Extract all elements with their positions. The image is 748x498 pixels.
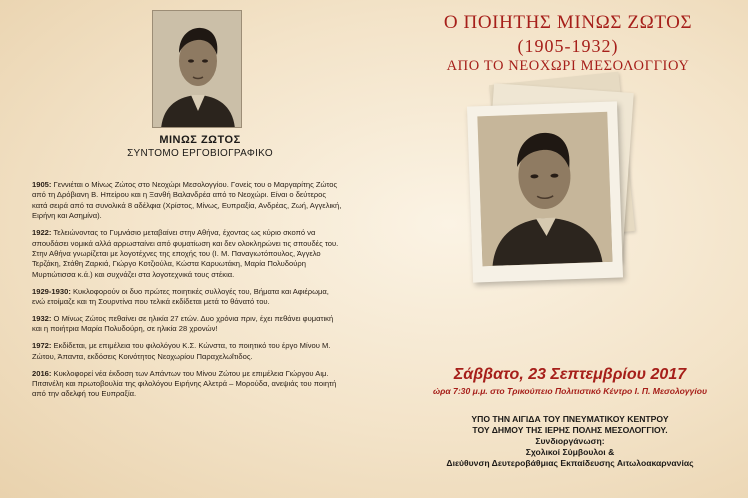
bio-entry [32,341,342,362]
organizers-block [400,414,740,469]
bio-entry [32,369,342,400]
bio-subtitle: ΣΥΝΤΟΜΟ ΕΡΓΟΒΙΟΓΡΑΦΙΚΟ [127,148,273,159]
org-line: ΤΟΥ ΔΗΜΟΥ ΤΗΣ ΙΕΡΗΣ ΠΟΛΗΣ ΜΕΣΟΛΟΓΓΙΟΥ. [472,425,668,435]
bio-text: Τελειώνοντας το Γυμνάσιο μεταβαίνει στην Αθήνα, έχοντας ως κύριο σκοπό να σπουδάσει νομικά αλλά αρρωσταίνει από φυματίωση και δεν ολοκληρώνει τις σπουδές του. Στην Αθήνα γνωρίζεται με λογοτέχνες της εποχής του (Ι. Μ. Παναγιωτόπουλος, Άγγελο Τερζάκη, Στάθη Ζαρκιά, Γιώργο Κοτζιούλα, Κώστα Καρυωτάκη, Μαρία Πολυδούρη Μυρτιώτισσα κ.ά.) και συχνάζει στα λογοτεχνικά τους στέκια. [32,228,339,279]
bio-year: 1972: [32,341,52,351]
event-time-place: ώρα 7:30 μ.μ. στο Τρικούπειο Πολιτιστικό Κέντρο Ι. Π. Μεσολογγίου [432,386,708,396]
bio-text: Κυκλοφορούν οι δυο πρώτες ποιητικές συλλογές του, Βήματα και Αφιέρωμα, ενώ ετοίμαζε και τη Σουρντίνα που τελικά εκδίδεται μετά το θάνατό του. [32,286,329,307]
org-line: Σχολικοί Σύμβουλοι & [525,447,615,457]
bio-text: Κυκλοφορεί νέα έκδοση των Απάντων του Μίνου Ζώτου με επιμέλεια Γιώργου Αιμ. Πιτσινέλη και πρωτοβουλία της φιλολόγου Ειρήνης Αλετρά – Μορούδα, ανεψιάς του ποιητή από την αδελφή του Ευπραξία. [32,368,337,399]
event-date: Σάββατο, 23 Σεπτεμβρίου 2017 [453,366,687,383]
main-subtitle: ΑΠΟ ΤΟ ΝΕΟΧΩΡΙ ΜΕΣΟΛΟΓΓΙΟΥ [446,58,690,74]
bio-entry [32,180,342,222]
main-years: (1905-1932) [517,36,619,56]
bio-year: 1929-1930: [32,286,71,296]
bio-entry [32,228,342,280]
bio-text: Εκδίδεται, με επιμέλεια του φιλολόγου Κ.Σ. Κώνστα, το ποιητικό του έργο Μίνου Μ. Ζώτου, Άπαντα, εκδόσεις Κοινότητος Νεοχωρίου Παραχελωΐτιδος. [32,341,331,361]
bio-year: 2016: [32,368,52,378]
org-line: Διεύθυνση Δευτεροβάθμιας Εκπαίδευσης Αιτωλοακαρνανίας [446,458,694,468]
main-title: Ο ΠΟΙΗΤΗΣ ΜΙΝΩΣ ΖΩΤΟΣ [443,12,693,33]
bio-section [32,180,342,406]
portrait-large-frame [467,101,623,282]
bio-entry [32,287,342,308]
bio-text: Ο Μίνως Ζώτος πεθαίνει σε ηλικία 27 ετών. Δυο χρόνια πριν, έχει πεθάνει φυματική και η ποιήτρια Μαρία Πολυδούρη, σε ηλικία 28 χρονών! [32,313,334,334]
bio-text: Γεννιέται ο Μίνως Ζώτος στο Νεοχώρι Μεσολογγίου. Γονείς του ο Μαργαρίτης Ζώτος από τη Δρόβιανη Β. Ηπείρου και η Ξανθή Βαλανδρέα από το Νεοχώρι. Είναι ο δεύτερος κατά σειρά από τα συνολικά 8 αδέλφια (Χρίστος, Μίνως, Ευπραξία, Ανδρέας, Ζωή, Αγγελική, Ειρήνη και Ασημίνα). [32,180,342,221]
bio-year: 1932: [32,313,52,323]
bio-year: 1922: [32,228,52,238]
bio-year: 1905: [32,180,52,189]
bio-entry [32,314,342,335]
portrait-small [152,10,242,128]
poet-name: ΜΙΝΩΣ ΖΩΤΟΣ [159,134,241,146]
org-line: Συνδιοργάνωση: [535,436,605,446]
org-line: ΥΠΟ ΤΗΝ ΑΙΓΙΔΑ ΤΟΥ ΠΝΕΥΜΑΤΙΚΟΥ ΚΕΝΤΡΟΥ [471,414,669,424]
portrait-large [477,112,612,266]
